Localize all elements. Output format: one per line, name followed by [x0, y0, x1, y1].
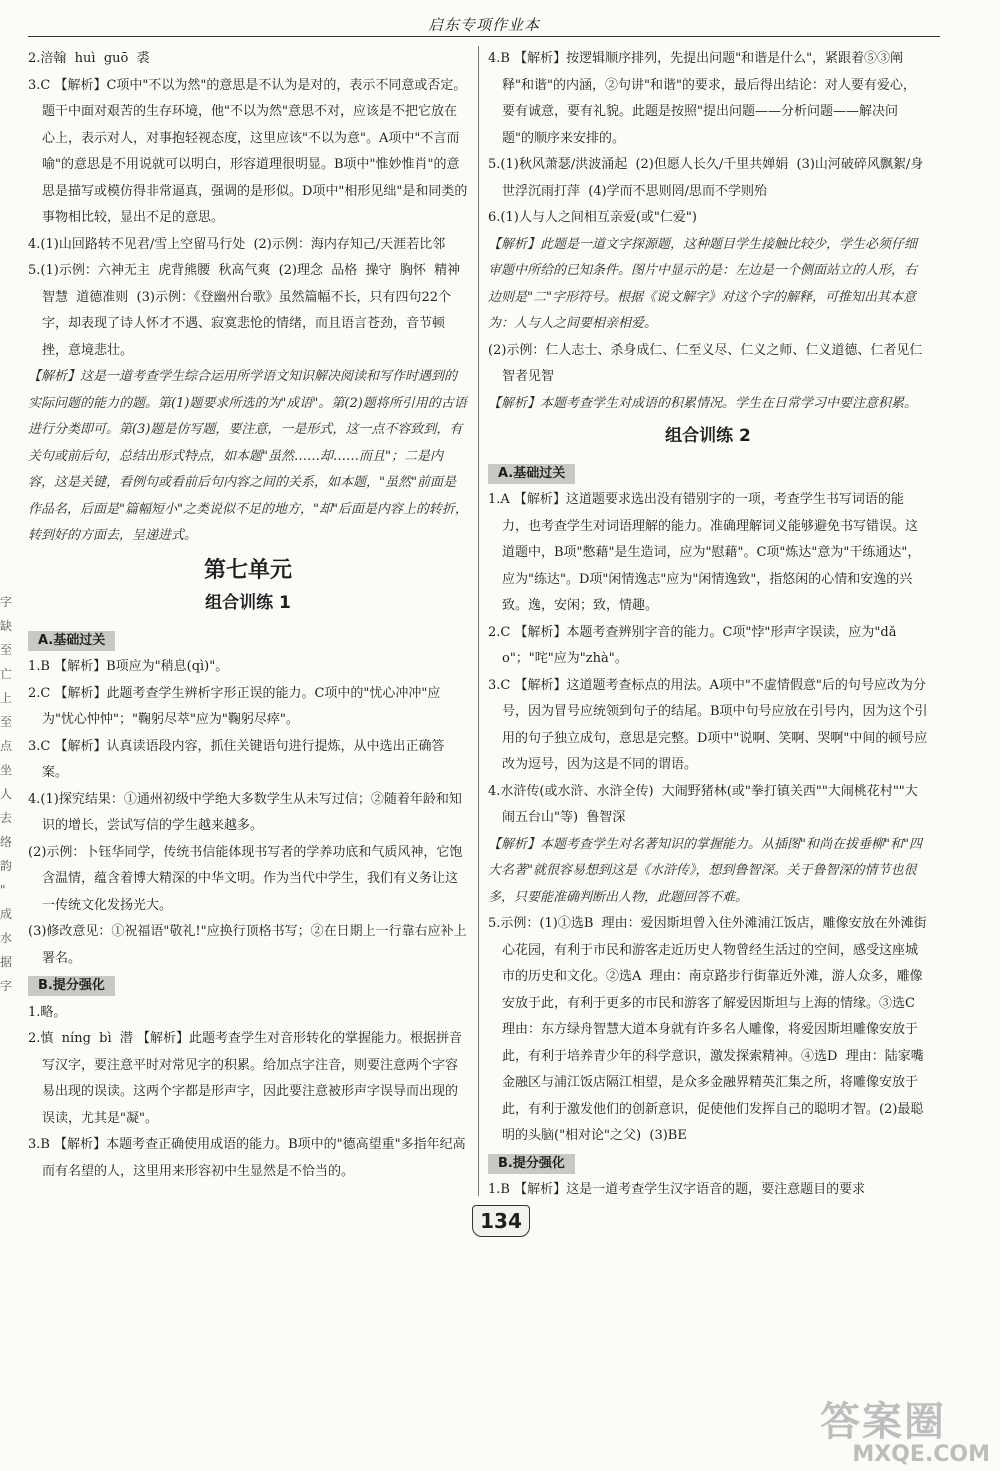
watermark-logo: 答案圈	[820, 1399, 946, 1445]
answer-item: 4.(1)山回路转不见君/雪上空留马行处 (2)示例：海内存知己/天涯若比邻	[28, 236, 446, 252]
answer-item: 4.水浒传(或水浒、水浒全传) 大闹野猪林(或"拳打镇关西""大闹桃花村""大闹五台山"等) 鲁智深	[488, 783, 918, 825]
margin-bleed-text	[0, 590, 16, 998]
analysis-text: 【解析】这是一道考查学生综合运用所学语文知识解决阅读和写作时遇到的实际问题的能力的题。第(1)题要求所选的为"成语"。第(2)题将所引用的古语进行分类即可。第(3)题是仿写题，要注意，一是形式，这一点不容致到，有关句或前后句，总结出形式特点，如本题"虽然……却……而且"；二是内容，这是关键，看例句或看前后句内容之间的关系，如本题，"虽然"前面是作品名，后面是"篇幅短小"之类说似不足的地方，"却"后面是内容上的转折，转到好的方面去，呈递进式。	[28, 369, 468, 543]
answer-item: 5.(1)示例：六神无主 虎背熊腰 秋高气爽 (2)理念 品格 操守 胸怀 精神 智慧 道德准则 (3)示例：《登幽州台歌》虽然篇幅不长，只有四句22个字，却表现了诗人怀才不遇、寂寞悲怆的情绪，而且语言苍劲，音节顿挫，意境悲壮。	[28, 263, 469, 358]
section-label: A.基础过关	[488, 464, 575, 484]
analysis-text: 【解析】此题是一道文字探源题，这种题目学生接触比较少，学生必须仔细审题中所给的已知条件。图片中显示的是：左边是一个侧面站立的人形，右边则是"二"字形符号。根据《说文解字》对这个字的解释，可推知出其本意为：人与人之间要相亲相爱。	[488, 236, 918, 331]
answer-item: (2)示例：卜钰华同学，传统书信能体现书写者的学养功底和气质风神，它饱含温情，蕴含着博大精深的中华文明。作为当代中学生，我们有义务让这一传统文化发扬光大。	[28, 844, 463, 913]
margin-char: 上	[0, 691, 13, 705]
answer-item: 5.示例：(1)①选B 理由：爱因斯坦曾入住外滩浦江饭店，雕像安放在外滩街心花园，有利于市民和游客走近历史人物曾经生活过的空间，感受这座城市的历史和文化。②选A 理由：南京路步行街靠近外滩，游人众多，雕像安放于此，有利于更多的市民和游客了解爱因斯坦与上海的情缘。③选C 理由：东方绿舟智慧大道本身就有许多名人雕像，将爱因斯坦雕像安放于此，有利于培养青少年的科学意识，激发探索精神。④选D 理由：陆家嘴金融区与浦江饭店隔江相望，是众多金融界精英汇集之所，将雕像安放于此，有利于激发他们的创新意识，促使他们发挥自己的聪明才智。(2)最聪明的头脑("相对论"之父) (3)BE	[488, 916, 927, 1143]
unit-title: 第七单元	[203, 557, 292, 583]
margin-char: 点	[0, 739, 13, 753]
answer-item: 3.B 【解析】本题考查正确使用成语的能力。B项中的"德高望重"多指年纪高而有名望的人，这里用来形容初中生显然是不恰当的。	[28, 1137, 466, 1179]
watermark	[820, 1400, 990, 1466]
answer-item: 2.C 【解析】此题考查学生辨析字形正误的能力。C项中的"忧心冲冲"应为"忧心忡忡"；"鞠躬尽萃"应为"鞠躬尽瘁"。	[28, 685, 441, 727]
answer-item: 3.C 【解析】这道题考查标点的用法。A项中"不虚情假意"后的句号应改为分号，因为冒号应统领到句子的结尾。B项中句号应放在引号内，因为这个引用的句子独立成句，意思是完整。D项中"说啊、笑啊、哭啊"中间的顿号应改为逗号，因为这是不同的谓语。	[488, 677, 928, 772]
answer-item: 3.C 【解析】C项中"不以为然"的意思是不认为是对的，表示不同意或否定。题干中面对艰苦的生存环境，他"不以为然"意思不对，应该是不把它放在心上，表示对人，对事抱轻视态度，这里应该"不以为意"。A项中"不言而喻"的意思是不用说就可以明白，形容道理很明显。B项中"惟妙惟肖"的意思是描写或模仿得非常逼真，强调的是形似。D项中"相形见绌"是和同类的事物相比较，显出不足的意思。	[28, 77, 468, 225]
margin-char: 字	[0, 979, 13, 993]
answer-item: (3)修改意见：①祝福语"敬礼!"应换行顶格书写；②在日期上一行靠右应补上署名。	[28, 924, 467, 966]
section-label: A.基础过关	[28, 631, 115, 651]
answer-item: 2.涪翰 huì guō 裘	[28, 51, 150, 66]
header-rule	[28, 36, 940, 37]
analysis-text: 【解析】本题考查学生对成语的积累情况。学生在日常学习中要注意积累。	[488, 395, 918, 411]
margin-char: 字	[0, 595, 13, 609]
section-label: B.提分强化	[488, 1154, 575, 1174]
section-label: B.提分强化	[28, 976, 115, 996]
set-title: 组合训练 1	[205, 593, 291, 613]
margin-char: 韵	[0, 859, 13, 873]
answer-item: 1.A 【解析】这道题要求选出没有错别字的一项，考查学生书写词语的能力，也考查学生对词语理解的能力。准确理解词义能够避免书写错误。这道题中，B项"憋藉"是生造词，应为"慰藉"。C项"炼达"意为"干练通达"，应为"练达"。D项"闲情逸志"应为"闲情逸致"，指悠闲的心情和安逸的兴致。逸，安闲；致，情趣。	[488, 492, 921, 613]
answer-item: 5.(1)秋风萧瑟/洪波涌起 (2)但愿人长久/千里共婵娟 (3)山河破碎风飘絮/身世浮沉雨打萍 (4)学而不思则罔/思而不学则殆	[488, 157, 924, 199]
answer-item: 6.(1)人与人之间相互亲爱(或"仁爱")	[488, 210, 697, 225]
margin-char: 成	[0, 907, 13, 921]
answer-item: 1.B 【解析】这是一道考查学生汉字语音的题，要注意题目的要求	[488, 1182, 866, 1197]
analysis-text: 【解析】本题考查学生对名著知识的掌握能力。从插图"和尚在拔垂柳"和"四大名著"就很容易想到这是《水浒传》，想到鲁智深。关于鲁智深的情节也很多，只要能准确判断出人物，此题回答不难。	[488, 836, 922, 905]
answer-item: 1.略。	[28, 1004, 67, 1020]
watermark-url: MXQE.COM	[852, 1442, 990, 1467]
set-title: 组合训练 2	[665, 426, 751, 446]
answer-item: 2.C 【解析】本题考查辨别字音的能力。C项"悖"形声字误读，应为"dǎo"；"咤"应为"zhà"。	[488, 624, 897, 666]
column-divider	[478, 46, 479, 1196]
margin-char: 至	[0, 643, 13, 657]
margin-char: 人	[0, 787, 13, 801]
answer-item: 3.C 【解析】认真读语段内容，抓住关键语句进行提炼，从中选出正确答案。	[28, 738, 445, 780]
margin-char: 坐	[0, 763, 13, 777]
margin-char: 络	[0, 835, 13, 849]
right-column	[488, 46, 928, 1204]
answer-item: (2)示例：仁人志士、杀身成仁、仁至义尽、仁义之师、仁义道德、仁者见仁智者见智	[488, 342, 923, 384]
margin-char: 亡	[0, 667, 13, 681]
answer-item: 2.慎 níng bì 潜 【解析】此题考查学生对音形转化的掌握能力。根据拼音写汉字，要注意平时对常见字的积累。给加点字注音，则要注意两个字容易出现的误读。这两个字都是形声字，因此要注意被形声字误导而出现的误读，尤其是"凝"。	[28, 1031, 463, 1126]
margin-char: 去	[0, 811, 13, 825]
left-column	[28, 46, 468, 1185]
page-header: 启东专项作业本	[427, 16, 540, 34]
margin-char: 据	[0, 955, 13, 969]
margin-char: 水	[0, 931, 13, 945]
margin-char: 缺	[0, 619, 13, 633]
answer-item: 4.B 【解析】按逻辑顺序排列，先提出问题"和谐是什么"，紧跟着⑤③阐释"和谐"的内涵，②句讲"和谐"的要求，最后得出结论：对人要有爱心，要有诚意，要有礼貌。此题是按照"提出问题——分析问题——解决问题"的顺序来安排的。	[488, 51, 916, 146]
answer-item: 1.B 【解析】B项应为"稍息(qì)"。	[28, 659, 229, 674]
margin-char: "	[0, 883, 6, 897]
page-number: 134	[472, 1205, 530, 1237]
answer-item: 4.(1)探究结果：①通州初级中学绝大多数学生从未写过信；②随着年龄和知识的增长，尝试写信的学生越来越多。	[28, 791, 462, 833]
margin-char: 至	[0, 715, 13, 729]
